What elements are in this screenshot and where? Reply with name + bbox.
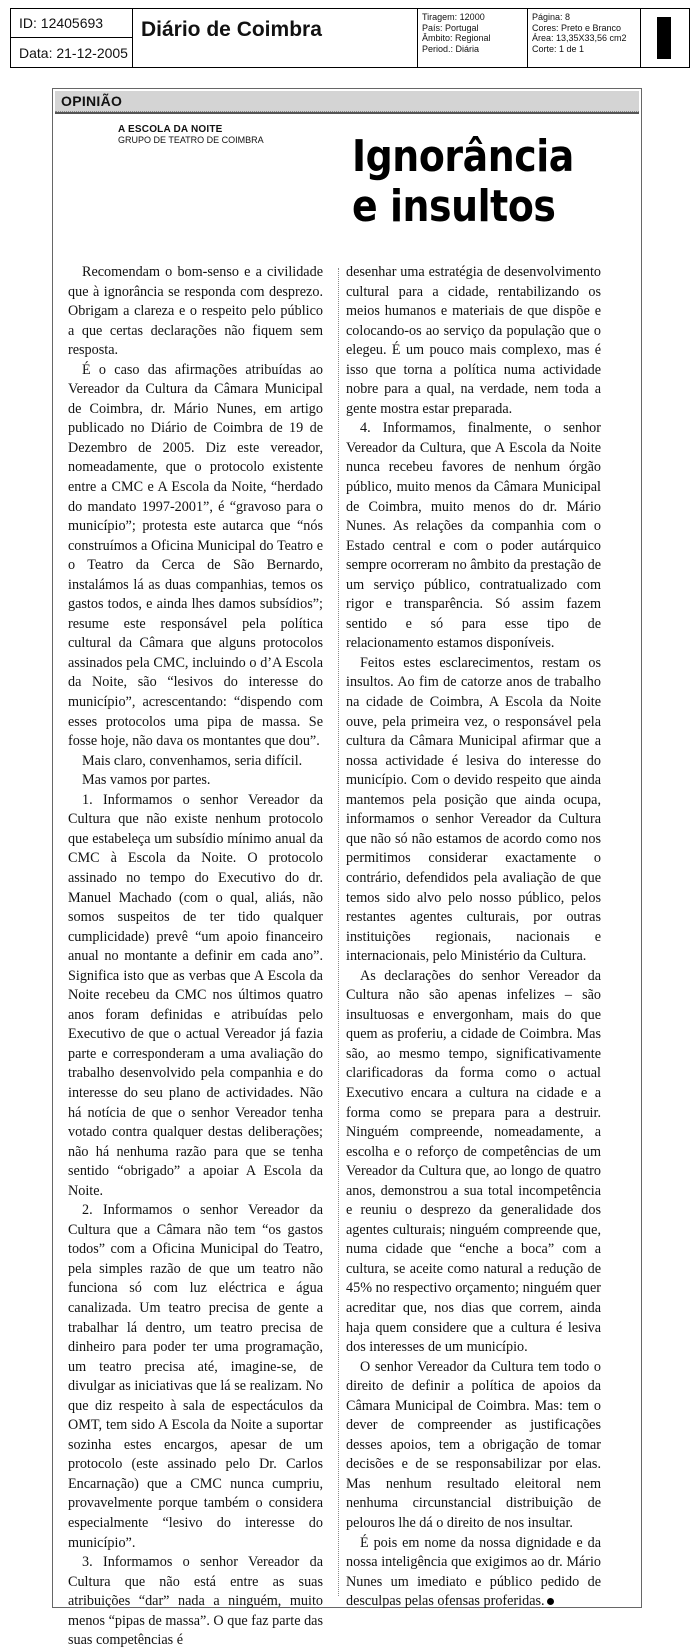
meta-pais: País: Portugal <box>422 22 479 33</box>
headline-line-1: Ignorância <box>352 131 574 182</box>
paragraph: 2. Informamos o senhor Vereador da Cultura que a Câmara não tem “os gastos todos” com a Oficina Municipal do Teatro, pela simples razão de que um teatro não funciona só com luz eléctrica e água canalizada. Um teatro precisa de gente a trabalhar lá dentro, um teatro precisa de dinheiro para poder ter uma programação, um teatro precisa até, imagine-se, de divulgar as iniciativas que lá se realizam. No que diz respeito à sala de espectáculos da OMT, tem sido A Escola da Noite a suportar sozinha estes encargos, apesar de um protocolo (este assinado pelo Dr. Carlos Encarnação) que a CMC nunca cumpriu, provavelmente porque também o considera especialmente “lesivo do interesse do município”. <box>68 1202 323 1551</box>
meta-tiragem: Tiragem: 12000 <box>422 12 485 22</box>
end-mark-icon <box>547 1598 554 1605</box>
paragraph: O senhor Vereador da Cultura tem todo o direito de definir a política de apoios da Câmara Municipal de Coimbra. Mas: tem o dever de compreender as justificações desses apoios, tem a obrigação de tomar decisões e de se responsabilizar por elas. Mas nenhum resultado eleitoral nem nenhuma circunstancial distribuição de pelouros lhe dá o direito de nos insultar. <box>346 1358 601 1531</box>
meta-corte: Corte: 1 de 1 <box>532 43 585 54</box>
section-rule <box>55 112 639 114</box>
meta-cores: Cores: Preto e Branco <box>532 22 622 33</box>
paragraph-final <box>346 1534 601 1612</box>
registration-mark <box>641 9 689 67</box>
paragraph: As declarações do senhor Vereador da Cultura não são apenas infelizes – são insultuosas e envergonham, mais do que quem as proferiu, a cidade de Coimbra. Mas são, ao mesmo tempo, significativamente clarificadoras da forma como o actual Executivo encara a cultura na cidade e a forma como se prepara para a destruir. Ninguém compreende, nomeadamente, a escolha e o reforço de competências de um Vereador da Cultura que, ao longo de quatro anos, demonstrou a sua total incompetência e reuniu o desprezo da generalidade dos agentes culturais; ninguém compreende que, numa cidade que “enche a boca” com a cultura, se aceite como natural a redução de 45% no respectivo orçamento; ninguém quer acreditar que, nos dias que correm, ainda haja quem considere que a cultura é lesiva dos interesses de um município. <box>346 967 601 1356</box>
author-role: GRUPO DE TEATRO DE COIMBRA <box>118 135 264 145</box>
paragraph: É o caso das afirmações atribuídas ao Vereador da Cultura da Câmara Municipal de Coimbra, dr. Mário Nunes, em artigo publicado no Diário de Coimbra de 19 de Dezembro de 2005. Diz este vereador, nomeadamente, que o protocolo existente entre a CMC e A Escola da Noite, “herdado do mandato 1997-2001”, é “gravoso para o município”; protesta este autarca que “nós construímos a Oficina Municipal do Teatro e o Teatro da Cerca de São Bernardo, instalámos lá as duas companhias, temos os gastos todos, e ainda lhes damos subsídios”; resume este responsável pela política cultural da Câmara que alguns protocolos assinados pela CMC, incluindo o d’A Escola da Noite, são “lesivos do interesse do município”, acrescentando: “dispendo com esses protocolos uma pipa de massa. Se fosse hoje, não dava os montantes que dou”. <box>68 361 323 750</box>
article-column-left <box>68 263 323 1651</box>
paragraph: desenhar uma estratégia de desenvolvimento cultural para a cidade, rentabilizando os meios humanos e materiais de que dispõe e colocando-os ao serviço da população que o elegeu. É um pouco mais complexo, mas é isso que torna a política numa actividade nobre para a qual, na verdade, nem toda a gente mostra estar preparada. <box>346 264 601 417</box>
article-column-right <box>346 263 601 1612</box>
paragraph: 4. Informamos, finalmente, o senhor Vereador da Cultura, que A Escola da Noite nunca recebeu favores de nenhum órgão público, muito menos da Câmara Municipal de Coimbra, muito menos do dr. Mário Nunes. As relações da companhia com o Estado central e com o poder autárquico sempre ocorreram no âmbito da prestação de um serviço público, contratualizado com rigor e transparência. Só assim fazem sentido e só para esse tipo de relacionamento estamos disponíveis. <box>346 420 601 652</box>
paragraph: Mas vamos por partes. <box>82 772 211 789</box>
paragraph: Mais claro, convenhamos, seria difícil. <box>82 752 303 769</box>
meta-period: Period.: Diária <box>422 43 480 54</box>
clipping-id: ID: 12405693 <box>11 9 133 38</box>
section-bar <box>55 91 639 112</box>
meta-area: Área: 13,35X33,56 cm2 <box>532 33 627 44</box>
section-label: OPINIÃO <box>61 93 123 109</box>
paragraph: Recomendam o bom-senso e a civilidade que à ignorância se responda com desprezo. Obrigam a clareza e o respeito pelo público a que certas declarações não fiquem sem resposta. <box>68 264 323 359</box>
clipping-meta-right <box>528 9 641 67</box>
column-divider <box>338 268 340 1596</box>
paragraph: Feitos estes esclarecimentos, restam os insultos. Ao fim de catorze anos de trabalho na cidade de Coimbra, A Escola da Noite ouve, pela primeira vez, o responsável pela cultura da Câmara Municipal afirmar que a nossa actividade é lesiva do interesse do município. Com o devido respeito que ainda mantemos pela posição que ainda ocupa, informamos o senhor Vereador da Cultura que não só não estamos de acordo como nos permitimos considerar exactamente o contrário, defendidos pela avaliação de que temos sido alvo pelo nosso público, pelos restantes agentes culturais, por outras instituições regionais, nacionais e internacionais, pelo Ministério da Cultura. <box>346 654 601 965</box>
headline <box>352 132 584 232</box>
paragraph: 1. Informamos o senhor Vereador da Cultura que não existe nenhum protocolo que estabeleça um subsídio mínimo anual da CMC à Escola da Noite. O protocolo assinado no tempo do Executivo do dr. Manuel Machado (com o qual, aliás, não somos suspeitos de ter tido qualquer cumplicidade) prevê “um apoio financeiro anual no montante a definir em cada ano”. Significa isto que as verbas que A Escola da Noite recebeu da CMC nos últimos quatro anos foram definidas e atribuídas pelo Executivo de que o actual Vereador já fazia parte e corresponderam a uma avaliação do trabalho desenvolvido pela companhia e do interesse do seu plano de actividades. Não há notícia de que o senhor Vereador tenha votado contra qualquer destas deliberações; não há nenhuma razão para que se tenha sentido “obrigado” a apoiar A Escola da Noite. <box>68 791 323 1199</box>
publication-title: Diário de Coimbra <box>133 9 418 67</box>
paragraph: 3. Informamos o senhor Vereador da Cultura que não está entre as suas atribuições “dar” nada a ninguém, muito menos “pipas de massa”. O que faz parte das suas competências é <box>68 1554 323 1649</box>
author-name: A ESCOLA DA NOITE <box>118 124 223 135</box>
author-block <box>118 124 264 145</box>
meta-ambito: Âmbito: Regional <box>422 33 491 44</box>
meta-pagina: Página: 8 <box>532 12 571 22</box>
black-bar-mark <box>657 17 671 59</box>
closing-sentence: É pois em nome da nossa dignidade e da nossa inteligência que exigimos ao dr. Mário Nunes um imediato e público pedido de desculpas pelas ofensas proferidas. <box>346 1534 601 1610</box>
clipping-meta-left <box>418 9 528 67</box>
headline-line-2: e insultos <box>352 181 556 232</box>
clipping-date: Data: 21-12-2005 <box>11 38 133 67</box>
clipping-header <box>10 8 690 68</box>
